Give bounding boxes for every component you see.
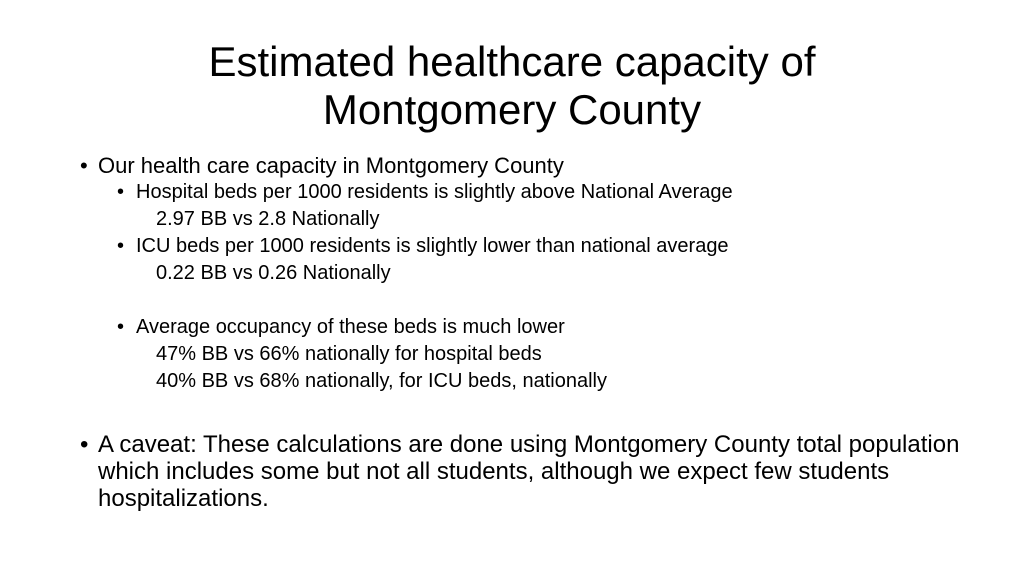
title-line-2: Montgomery County [322, 86, 702, 133]
bullet-caveat-text: A caveat: These calculations are done using Montgomery County total population which includes some but not all students, although we expect few students hospitalizations. [98, 431, 960, 512]
bullet-hospital-beds [80, 179, 980, 206]
bullet-hospital-beds-text: Hospital beds per 1000 residents is slightly above National Average [136, 181, 733, 203]
bullet-icu-beds-text: ICU beds per 1000 residents is slightly lower than national average [136, 235, 729, 257]
hospital-beds-detail: 2.97 BB vs 2.8 Nationally [156, 208, 380, 230]
bullet-caveat [80, 431, 980, 512]
bullet-icu-beds [80, 233, 980, 260]
occupancy-icu-detail: 40% BB vs 68% nationally, for ICU beds, nationally [156, 370, 607, 392]
bullet-icon: • [80, 153, 88, 178]
occupancy-hospital-detail: 47% BB vs 66% nationally for hospital beds [156, 343, 542, 365]
spacer [80, 395, 980, 413]
bullet-icon: • [117, 235, 125, 257]
icu-beds-detail: 0.22 BB vs 0.26 Nationally [156, 262, 391, 284]
bullet-icon: • [117, 316, 125, 338]
spacer [80, 287, 980, 314]
title-line-1: Estimated healthcare capacity of [208, 38, 816, 85]
spacer [80, 413, 980, 431]
bullet-capacity-text: Our health care capacity in Montgomery County [98, 153, 564, 178]
bullet-capacity [80, 152, 980, 179]
slide-title [0, 38, 1024, 134]
bullet-icon: • [80, 431, 89, 458]
bullet-occupancy [80, 314, 980, 341]
bullet-icon: • [117, 181, 125, 203]
bullet-occupancy-text: Average occupancy of these beds is much lower [136, 316, 565, 338]
slide-body [80, 152, 980, 512]
